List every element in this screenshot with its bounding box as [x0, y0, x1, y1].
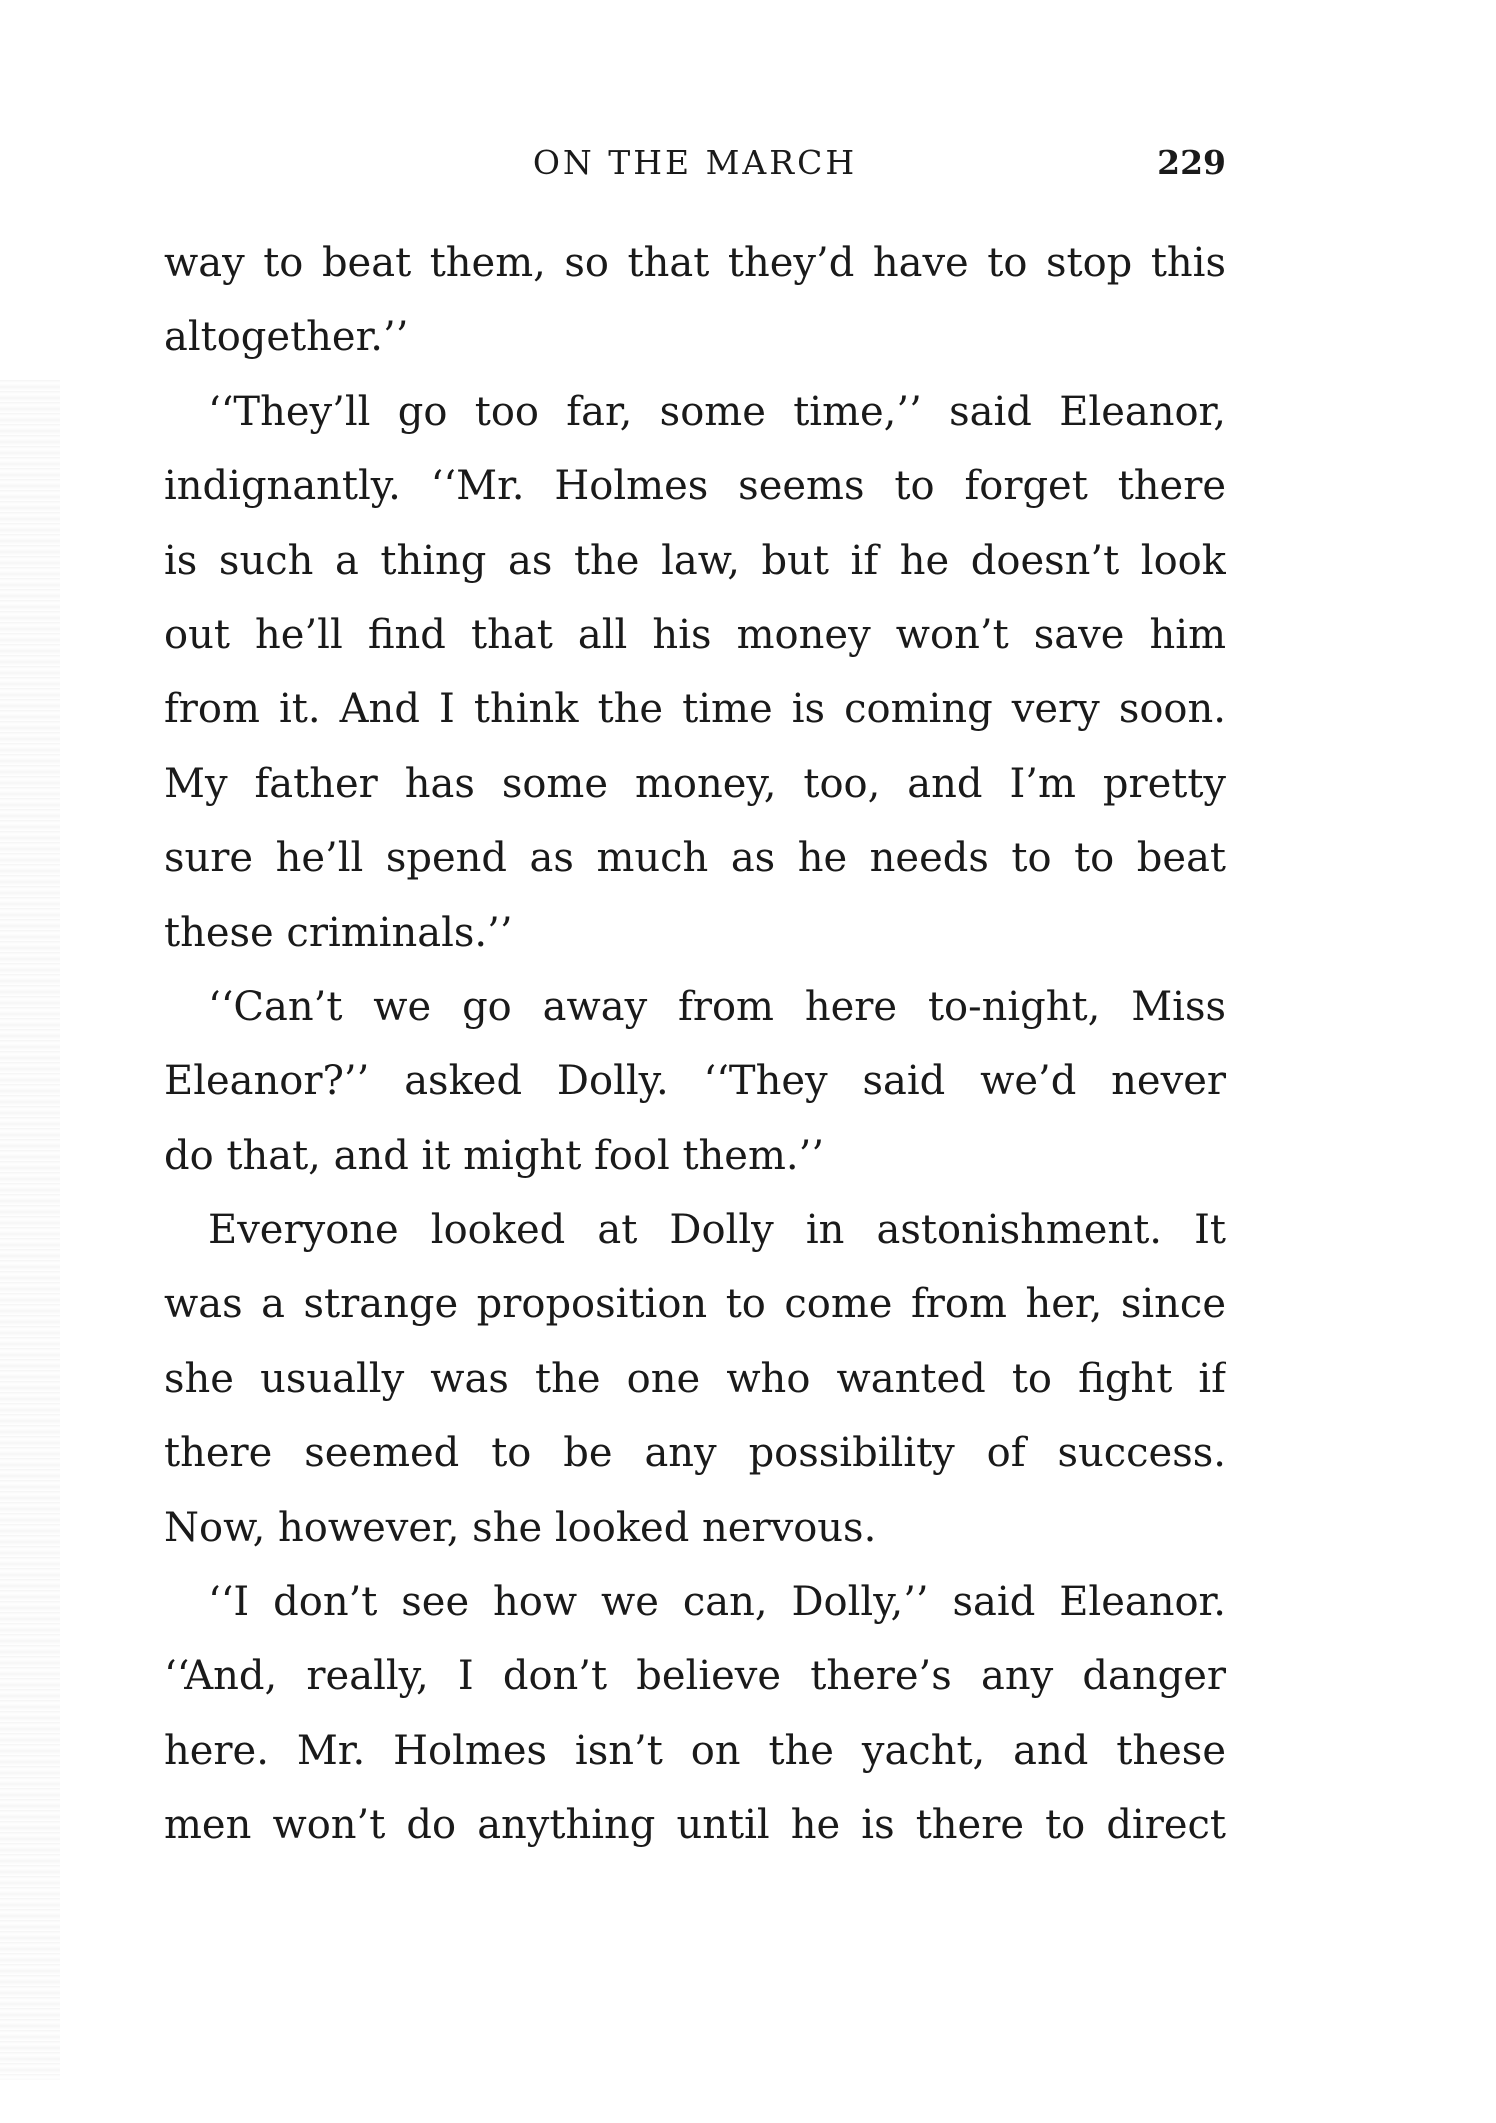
text-line: Eleanor?’’ asked Dolly. ‘‘They said we’d never — [164, 1058, 1226, 1105]
text-line: My father has some money, too, and I’m pretty — [164, 760, 1226, 807]
text-line: was a strange proposition to come from her, since — [164, 1281, 1226, 1328]
text-line: do that, and it might fool them.’’ — [164, 1132, 825, 1179]
text-line: ‘‘They’ll go too far, some time,’’ said Eleanor, — [208, 388, 1226, 435]
running-title: ON THE MARCH — [532, 143, 858, 182]
text-line: men won’t do anything until he is there to direct — [164, 1802, 1226, 1849]
text-line: ‘‘Can’t we go away from here to-night, Miss — [208, 983, 1226, 1030]
text-line: Now, however, she looked nervous. — [164, 1504, 877, 1551]
text-line: altogether.’’ — [164, 314, 409, 361]
text-line: ‘‘I don’t see how we can, Dolly,’’ said Eleanor. — [208, 1579, 1226, 1626]
text-line: is such a thing as the law, but if he doesn’t look — [164, 537, 1226, 584]
text-line: from it. And I think the time is coming very soon. — [164, 686, 1226, 733]
text-line: she usually was the one who wanted to fight if — [164, 1355, 1226, 1402]
binding-gutter — [0, 380, 60, 2080]
text-line: these criminals.’’ — [164, 909, 513, 956]
running-head — [164, 138, 1226, 188]
text-line: sure he’ll spend as much as he needs to to beat — [164, 835, 1226, 882]
text-line: indignantly. ‘‘Mr. Holmes seems to forget there — [164, 463, 1226, 510]
text-line: way to beat them, so that they’d have to stop this — [164, 240, 1226, 286]
text-line: here. Mr. Holmes isn’t on the yacht, and these — [164, 1727, 1226, 1774]
text-line: there seemed to be any possibility of success. — [164, 1430, 1226, 1477]
text-line: ‘‘And, really, I don’t believe there’s any danger — [164, 1653, 1226, 1700]
body-text — [164, 226, 1226, 1863]
page-number: 229 — [1157, 143, 1226, 182]
text-line: Everyone looked at Dolly in astonishment. It — [208, 1207, 1226, 1254]
text-line: out he’ll find that all his money won’t save him — [164, 611, 1226, 658]
